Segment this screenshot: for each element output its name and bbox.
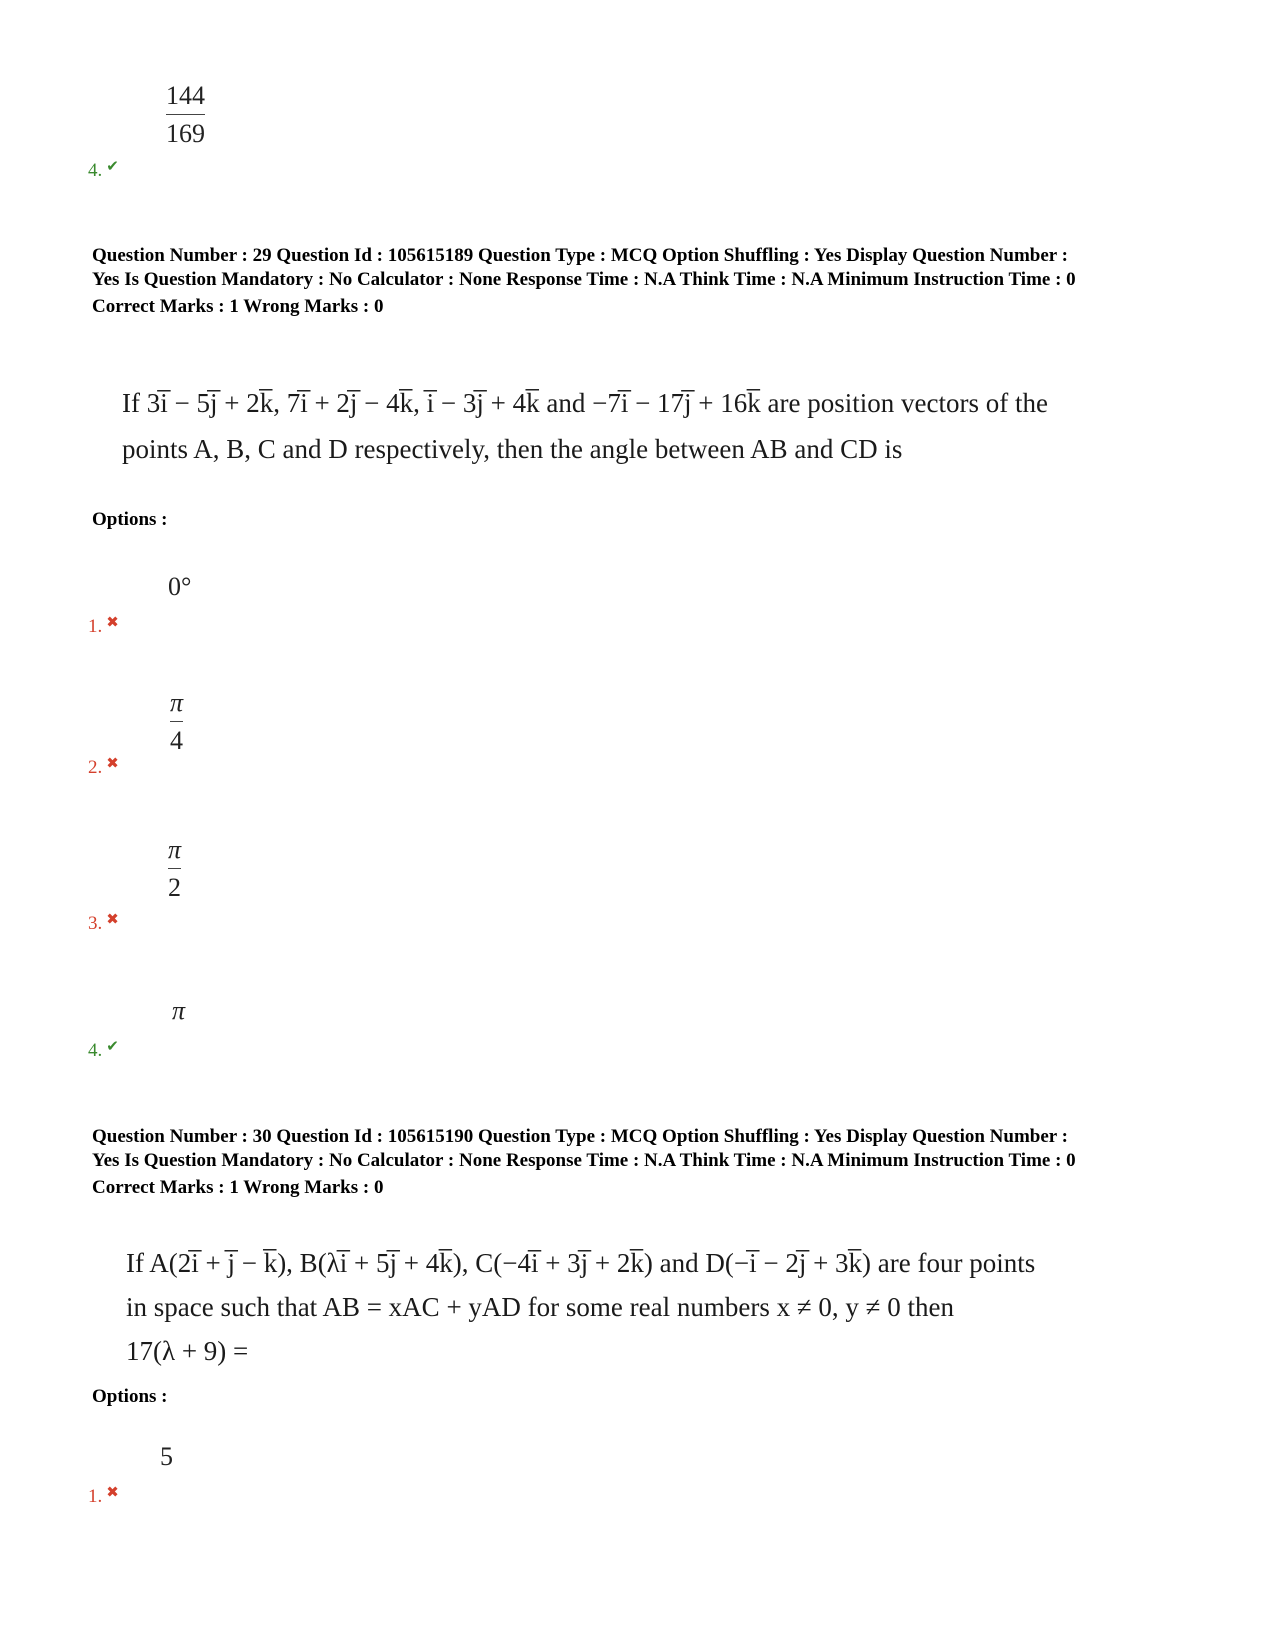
check-icon: ✔ <box>106 1039 119 1055</box>
denominator: 169 <box>166 119 205 148</box>
denominator: 4 <box>170 726 184 755</box>
option-number-1: 1. ✖ <box>88 1485 119 1507</box>
option-2-fraction <box>170 690 183 754</box>
question-text-line: If 3i̅ − 5j̅ + 2k̅, 7i̅ + 2j̅ − 4k̅, i̅ − 3j̅ + 4k̅ and −7i̅ − 17j̅ + 16k̅ are position vectors of the <box>122 388 1048 418</box>
option-1-value: 0° <box>168 572 192 601</box>
options-label: Options : <box>92 1386 168 1407</box>
question-text-line: in space such that AB = xAC + yAD for some real numbers x ≠ 0, y ≠ 0 then <box>126 1292 954 1322</box>
option-3-fraction <box>168 837 181 901</box>
option-1-value: 5 <box>160 1442 173 1471</box>
numerator: π <box>168 835 182 864</box>
question-30-header: Question Number : 30 Question Id : 105615190 Question Type : MCQ Option Shuffling : Yes Display Question Number : Yes Is Question Mandatory : No Calculator : None Response Time : N.A Think Time : N.A Minimum Instruction Time : 0 Correct Marks : 1 Wrong Marks : 0 <box>92 1126 1076 1198</box>
options-label: Options : <box>92 509 168 530</box>
option-number-3: 3. ✖ <box>88 912 119 934</box>
option-number-2: 2. ✖ <box>88 756 119 778</box>
denominator: 2 <box>168 873 182 902</box>
question-29-text <box>122 380 1048 472</box>
question-30-text <box>126 1241 1035 1373</box>
question-text-line: points A, B, C and D respectively, then the angle between AB and CD is <box>122 434 903 464</box>
cross-icon: ✖ <box>106 756 119 772</box>
option-number-1: 1. ✖ <box>88 615 119 637</box>
option-4-value: π <box>172 996 186 1025</box>
question-29-header: Question Number : 29 Question Id : 105615189 Question Type : MCQ Option Shuffling : Yes Display Question Number : Yes Is Question Mandatory : No Calculator : None Response Time : N.A Think Time : N.A Minimum Instruction Time : 0 Correct Marks : 1 Wrong Marks : 0 <box>92 245 1076 317</box>
check-icon: ✔ <box>106 159 119 175</box>
question-text-line: 17(λ + 9) = <box>126 1336 249 1366</box>
cross-icon: ✖ <box>106 615 119 631</box>
option-number-4-prev: 4. ✔ <box>88 159 119 181</box>
question-text-line: If A(2i̅ + j̅ − k̅), B(λi̅ + 5j̅ + 4k̅), C(−4i̅ + 3j̅ + 2k̅) and D(−i̅ − 2j̅ + 3k̅) are four points <box>126 1248 1036 1278</box>
numerator: 144 <box>166 81 205 110</box>
cross-icon: ✖ <box>106 1485 119 1501</box>
cross-icon: ✖ <box>106 912 119 928</box>
numerator: π <box>170 688 184 717</box>
option-number-4: 4. ✔ <box>88 1039 119 1061</box>
fraction-144-169 <box>166 83 205 147</box>
